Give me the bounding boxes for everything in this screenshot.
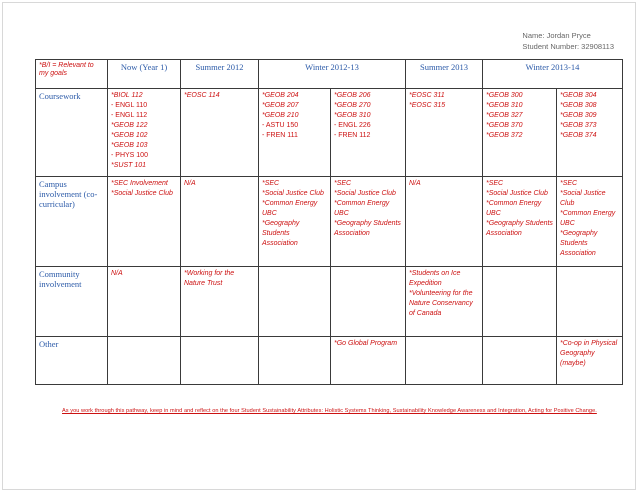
list-item: - ENGL 112 (111, 112, 148, 119)
list-item: *Students on Ice Expedition (409, 270, 461, 287)
table-cell (108, 177, 181, 267)
list-item: *GEOB 310 (486, 102, 523, 109)
list-item: *Geography Students Association (560, 230, 598, 257)
table-row (36, 89, 623, 177)
list-item: *GEOB 310 (334, 112, 371, 119)
list-item: *Social Justice Club (111, 190, 173, 197)
list-item: *Common Energy UBC (262, 200, 318, 217)
list-item: *Social Justice Club (334, 190, 396, 197)
list-item: *Volunteering for the Nature Conservancy of Canada (409, 290, 473, 317)
table-cell (181, 89, 259, 177)
list-item: *Social Justice Club (486, 190, 548, 197)
list-item: *GEOB 370 (486, 122, 523, 129)
list-item: *GEOB 373 (560, 122, 597, 129)
list-item: *Geography Students Association (486, 220, 553, 237)
list-item: *Working for the Nature Trust (184, 270, 235, 287)
list-item: *SUST 101 (111, 162, 147, 169)
list-item: *EOSC 311 (409, 92, 445, 99)
table-cell (181, 177, 259, 267)
student-info (522, 30, 614, 52)
list-item: *GEOB 270 (334, 102, 371, 109)
list-item: *EOSC 315 (409, 102, 446, 109)
table-cell (406, 177, 483, 267)
table-cell (259, 89, 331, 177)
list-item: *Geography Students Association (334, 220, 401, 237)
list-item: *Social Justice Club (560, 190, 606, 207)
list-item: *GEOB 304 (560, 92, 597, 99)
list-item: *SEC (486, 180, 504, 187)
table-cell (557, 177, 623, 267)
list-item: *GEOB 102 (111, 132, 148, 139)
table-cell (181, 267, 259, 337)
table-row (36, 267, 623, 337)
table-header-row (36, 60, 623, 89)
row-header: Campus involvement (co-curricular) (36, 177, 108, 267)
list-item: *Common Energy UBC (334, 200, 390, 217)
list-item: *Co-op in Physical Geography (maybe) (560, 340, 618, 367)
list-item: N/A (184, 180, 196, 187)
list-item: *GEOB 308 (560, 102, 597, 109)
corner-note: *B/I = Relevant to my goals (36, 60, 108, 89)
row-header: Coursework (36, 89, 108, 177)
table-cell (406, 89, 483, 177)
table-cell (259, 267, 331, 337)
column-header-winter-2012-13: Winter 2012-13 (259, 60, 406, 89)
table-cell (259, 177, 331, 267)
list-item: *GEOB 327 (486, 112, 523, 119)
list-item: *SEC Involvement (111, 180, 168, 187)
list-item: *Common Energy UBC (560, 210, 616, 227)
list-item: *GEOB 122 (111, 122, 148, 129)
list-item: *BIOL 112 (111, 92, 143, 99)
table-cell (331, 267, 406, 337)
list-item: *SEC (334, 180, 352, 187)
list-item: - FREN 112 (334, 132, 371, 139)
list-item: *GEOB 204 (262, 92, 299, 99)
table-cell (108, 267, 181, 337)
table-cell (181, 337, 259, 385)
table-cell (331, 177, 406, 267)
table-cell (406, 267, 483, 337)
student-name: Name: Jordan Pryce (522, 31, 591, 40)
list-item: *SEC (262, 180, 280, 187)
list-item: *GEOB 300 (486, 92, 523, 99)
list-item: N/A (111, 270, 123, 277)
table-cell (557, 337, 623, 385)
table-cell (108, 89, 181, 177)
row-header: Other (36, 337, 108, 385)
table-cell (557, 267, 623, 337)
column-header-winter-2013-14: Winter 2013-14 (483, 60, 623, 89)
table-cell (406, 337, 483, 385)
table-row (36, 177, 623, 267)
table-cell (483, 177, 557, 267)
list-item: *Social Justice Club (262, 190, 324, 197)
list-item: - ENGL 110 (111, 102, 148, 109)
list-item: *GEOB 210 (262, 112, 299, 119)
footnote: As you work through this pathway, keep in mind and reflect on the four Student Sustainability Attributes: Holistic Systems Thinking, Sustainability Knowledge Awareness and Integration, Acting for Positive Change. (62, 408, 597, 414)
table-cell (483, 89, 557, 177)
student-number: Student Number: 32908113 (522, 42, 614, 51)
list-item: N/A (409, 180, 421, 187)
list-item: *Geography Students Association (262, 220, 300, 247)
column-header-now: Now (Year 1) (108, 60, 181, 89)
table-cell (331, 337, 406, 385)
pathway-table (35, 59, 623, 385)
list-item: *GEOB 207 (262, 102, 299, 109)
list-item: *GEOB 206 (334, 92, 371, 99)
list-item: *GEOB 309 (560, 112, 597, 119)
column-header-summer-2013: Summer 2013 (406, 60, 483, 89)
table-cell (331, 89, 406, 177)
list-item: *GEOB 374 (560, 132, 597, 139)
table-cell (108, 337, 181, 385)
table-cell (483, 337, 557, 385)
list-item: *EOSC 114 (184, 92, 220, 99)
list-item: *Go Global Program (334, 340, 398, 347)
list-item: *SEC (560, 180, 578, 187)
list-item: - PHYS 100 (111, 152, 148, 159)
list-item: - FREN 111 (262, 132, 298, 139)
table-cell (259, 337, 331, 385)
row-header: Community involvement (36, 267, 108, 337)
table-row (36, 337, 623, 385)
list-item: - ASTU 150 (262, 122, 299, 129)
list-item: *GEOB 103 (111, 142, 148, 149)
list-item: *Common Energy UBC (486, 200, 542, 217)
list-item: *GEOB 372 (486, 132, 523, 139)
list-item: - ENGL 226 (334, 122, 371, 129)
table-cell (483, 267, 557, 337)
table-cell (557, 89, 623, 177)
column-header-summer-2012: Summer 2012 (181, 60, 259, 89)
